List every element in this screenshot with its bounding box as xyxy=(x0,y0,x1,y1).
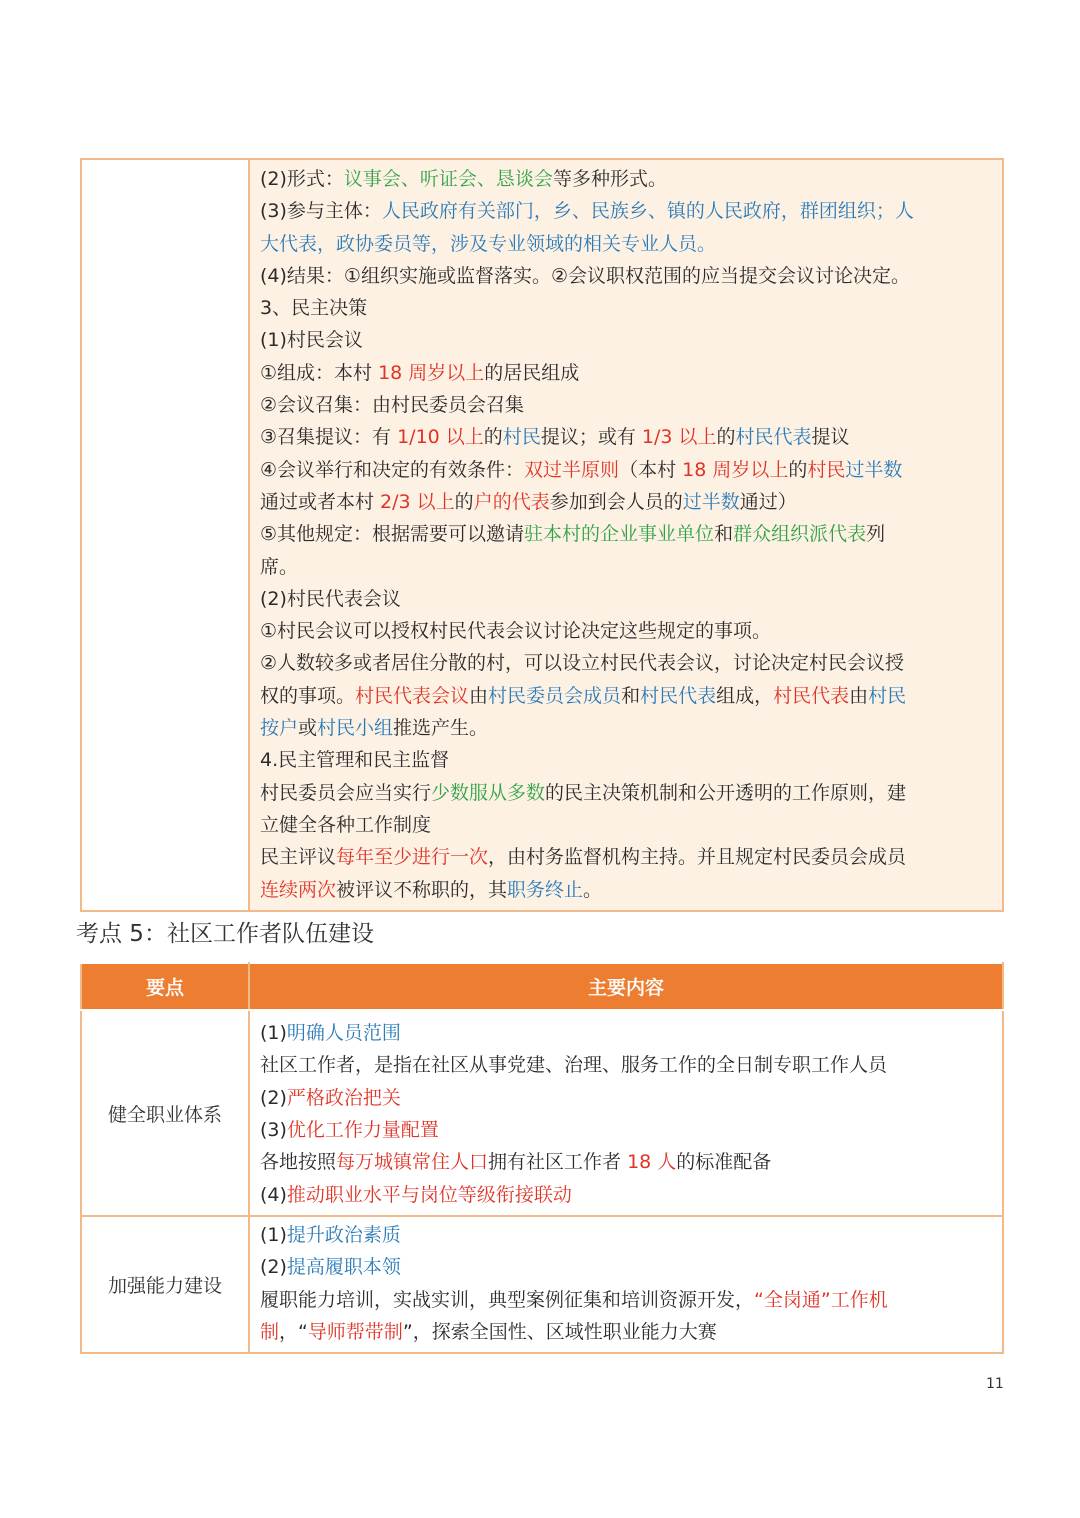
text-segment: ②会议召集：由村民委员会召集 xyxy=(260,394,525,417)
text-segment: 的民主决策机制和公开透明的工作原则，建 xyxy=(545,781,907,804)
text-line xyxy=(260,454,992,486)
text-line xyxy=(260,518,992,550)
empty-key-cell xyxy=(81,159,249,911)
text-segment: ①组成：本村 xyxy=(260,361,379,384)
text-segment: 通过） xyxy=(739,490,797,513)
text-line xyxy=(260,809,992,841)
text-segment: 的标准配备 xyxy=(676,1151,772,1174)
text-line xyxy=(260,163,992,195)
text-segment: 席。 xyxy=(260,555,299,578)
text-line xyxy=(260,583,992,615)
highlighted-text: 村民委员会成员 xyxy=(488,684,622,707)
text-segment: 各地按照 xyxy=(260,1151,337,1174)
policy-content-table xyxy=(80,158,1004,912)
text-line xyxy=(260,647,992,679)
highlighted-text: 村民代表 xyxy=(640,684,717,707)
highlighted-text: 制 xyxy=(260,1320,280,1343)
text-line xyxy=(260,195,992,227)
highlighted-text: 连续两次 xyxy=(260,878,337,901)
text-segment: 或 xyxy=(298,717,318,740)
text-line xyxy=(260,680,992,712)
table-row xyxy=(81,1216,1003,1353)
text-segment: ”，探索全国性、区域性职业能力大赛 xyxy=(402,1320,717,1343)
highlighted-text: 导师帮带制 xyxy=(307,1320,403,1343)
text-line xyxy=(260,615,992,647)
table-header-row xyxy=(81,963,1003,1010)
highlighted-text: 过半数 xyxy=(682,490,740,513)
page-number: 11 xyxy=(986,1376,1004,1392)
text-line xyxy=(260,551,992,583)
text-segment: (1)村民会议 xyxy=(260,329,363,352)
text-segment: ，“ xyxy=(279,1320,308,1343)
table-row xyxy=(81,159,1003,911)
highlighted-text: 18 人 xyxy=(627,1151,677,1174)
text-line xyxy=(260,1219,992,1251)
highlighted-text: 推动职业水平与岗位等级衔接联动 xyxy=(286,1183,572,1206)
text-segment: (2) xyxy=(260,1086,287,1109)
highlighted-text: 议事会、听证会、恳谈会 xyxy=(343,168,553,190)
text-segment: 和 xyxy=(621,684,641,707)
text-segment: （本村 xyxy=(619,458,683,481)
row-content xyxy=(249,1216,1003,1353)
highlighted-text: 1/3 以上 xyxy=(641,426,717,449)
text-segment: 参加到会人员的 xyxy=(549,490,683,513)
text-segment: (3)参与主体： xyxy=(260,200,382,223)
highlighted-text: 村民 xyxy=(868,684,907,707)
text-line xyxy=(260,777,992,809)
text-segment: 立健全各种工作制度 xyxy=(260,813,432,836)
text-line xyxy=(260,744,992,776)
text-line xyxy=(260,324,992,356)
community-worker-table xyxy=(80,962,1004,1354)
text-segment: 村民委员会应当实行 xyxy=(260,781,432,804)
text-line xyxy=(260,389,992,421)
text-segment: 权的事项。 xyxy=(260,684,356,707)
text-segment: (4)结果：①组织实施或监督落实。②会议职权范围的应当提交会议讨论决定。 xyxy=(260,264,910,287)
highlighted-text: 严格政治把关 xyxy=(286,1086,401,1109)
text-segment: 社区工作者，是指在社区从事党建、治理、服务工作的全日制专职工作人员 xyxy=(260,1054,888,1077)
highlighted-text: 村民代表会议 xyxy=(355,684,470,707)
text-segment: 的居民组成 xyxy=(484,361,580,384)
text-line xyxy=(260,357,992,389)
highlighted-text: 提升政治素质 xyxy=(286,1224,401,1246)
text-line xyxy=(260,841,992,873)
highlighted-text: 村民小组 xyxy=(317,717,394,740)
text-line xyxy=(260,1179,992,1211)
text-segment: 和 xyxy=(714,523,734,546)
highlighted-text: 职务终止 xyxy=(507,878,584,901)
text-segment: (2)形式： xyxy=(260,168,344,190)
text-line xyxy=(260,292,992,324)
section-heading: 考点 5：社区工作者队伍建设 xyxy=(76,921,374,947)
highlighted-text: 人民政府有关部门，乡、民族乡、镇的人民政府，群团组织；人 xyxy=(381,200,914,223)
text-segment: ②人数较多或者居住分散的村，可以设立村民代表会议，讨论决定村民会议授 xyxy=(260,652,905,675)
highlighted-text: 村民 xyxy=(502,426,541,449)
text-segment: 被评议不称职的，其 xyxy=(336,878,508,901)
highlighted-text: 提高履职本领 xyxy=(286,1256,401,1279)
highlighted-text: 村民 xyxy=(807,458,846,481)
row-label: 加强能力建设 xyxy=(81,1216,249,1353)
highlighted-text: 双过半原则 xyxy=(524,458,620,481)
text-segment: (2) xyxy=(260,1256,287,1279)
text-segment: (4) xyxy=(260,1183,287,1206)
text-line xyxy=(260,1017,992,1049)
highlighted-text: 过半数 xyxy=(845,458,903,481)
content-lines xyxy=(260,1219,992,1348)
text-segment: (1) xyxy=(260,1224,287,1246)
text-segment: 的 xyxy=(483,426,503,449)
highlighted-text: 少数服从多数 xyxy=(431,781,546,804)
text-line xyxy=(260,874,992,906)
text-line xyxy=(260,260,992,292)
text-line xyxy=(260,1251,992,1283)
text-line xyxy=(260,1146,992,1178)
highlighted-text: 村民代表 xyxy=(773,684,850,707)
highlighted-text: 每万城镇常住人口 xyxy=(336,1151,489,1174)
highlighted-text: 18 周岁以上 xyxy=(378,361,485,384)
text-line xyxy=(260,421,992,453)
text-line xyxy=(260,1316,992,1348)
table-row xyxy=(81,1010,1003,1216)
highlighted-text: 按户 xyxy=(260,717,299,740)
content-lines xyxy=(260,1017,992,1211)
text-segment: 3、民主决策 xyxy=(260,297,368,320)
highlighted-text: 每年至少进行一次 xyxy=(336,846,489,869)
text-segment: ，由村务监督机构主持。并且规定村民委员会成员 xyxy=(488,846,907,869)
text-segment: ④会议举行和决定的有效条件： xyxy=(260,458,525,481)
text-segment: (1) xyxy=(260,1022,287,1045)
text-line xyxy=(260,1284,992,1316)
highlighted-text: “全岗通”工作机 xyxy=(754,1288,888,1311)
text-segment: 的 xyxy=(716,426,736,449)
highlighted-text: 驻本村的企业事业单位 xyxy=(524,523,715,546)
highlighted-text: 2/3 以上 xyxy=(380,490,455,513)
text-segment: 由 xyxy=(849,684,869,707)
text-segment: 。 xyxy=(583,878,603,901)
content-cell xyxy=(249,159,1003,911)
highlighted-text: 优化工作力量配置 xyxy=(286,1119,439,1141)
text-line xyxy=(260,1049,992,1081)
header-main-content: 主要内容 xyxy=(249,963,1003,1010)
text-segment: 民主评议 xyxy=(260,846,337,869)
text-segment: 推选产生。 xyxy=(393,717,489,740)
header-key-points: 要点 xyxy=(81,963,249,1010)
highlighted-text: 明确人员范围 xyxy=(286,1022,401,1045)
text-line xyxy=(260,1114,992,1146)
highlighted-text: 户的代表 xyxy=(473,490,550,513)
text-segment: 提议；或有 xyxy=(540,426,642,449)
text-segment: 4.民主管理和民主监督 xyxy=(260,749,450,772)
text-segment: 提议 xyxy=(811,426,850,449)
highlighted-text: 大代表，政协委员等，涉及专业领域的相关专业人员。 xyxy=(260,232,717,255)
text-segment: 通过或者本村 xyxy=(260,490,381,513)
text-segment: 由 xyxy=(469,684,489,707)
text-line xyxy=(260,486,992,518)
text-line xyxy=(260,712,992,744)
text-segment: 列 xyxy=(866,523,886,546)
highlighted-text: 1/10 以上 xyxy=(397,426,484,449)
text-line xyxy=(260,228,992,260)
content-lines xyxy=(260,163,992,906)
text-line xyxy=(260,1082,992,1114)
text-segment: 拥有社区工作者 xyxy=(488,1151,628,1174)
text-segment: 的 xyxy=(454,490,474,513)
highlighted-text: 群众组织派代表 xyxy=(733,523,867,546)
text-segment: 组成， xyxy=(716,684,774,707)
highlighted-text: 18 周岁以上 xyxy=(682,458,789,481)
text-segment: (3) xyxy=(260,1119,287,1141)
text-segment: ⑤其他规定：根据需要可以邀请 xyxy=(260,523,525,546)
text-segment: ③召集提议：有 xyxy=(260,426,398,449)
row-content xyxy=(249,1010,1003,1216)
text-segment: 履职能力培训，实战实训，典型案例征集和培训资源开发， xyxy=(260,1288,755,1311)
text-segment: (2)村民代表会议 xyxy=(260,587,401,610)
text-segment: 的 xyxy=(788,458,808,481)
text-segment: 等多种形式。 xyxy=(552,168,667,190)
row-label: 健全职业体系 xyxy=(81,1010,249,1216)
text-segment: ①村民会议可以授权村民代表会议讨论决定这些规定的事项。 xyxy=(260,620,772,643)
highlighted-text: 村民代表 xyxy=(735,426,812,449)
